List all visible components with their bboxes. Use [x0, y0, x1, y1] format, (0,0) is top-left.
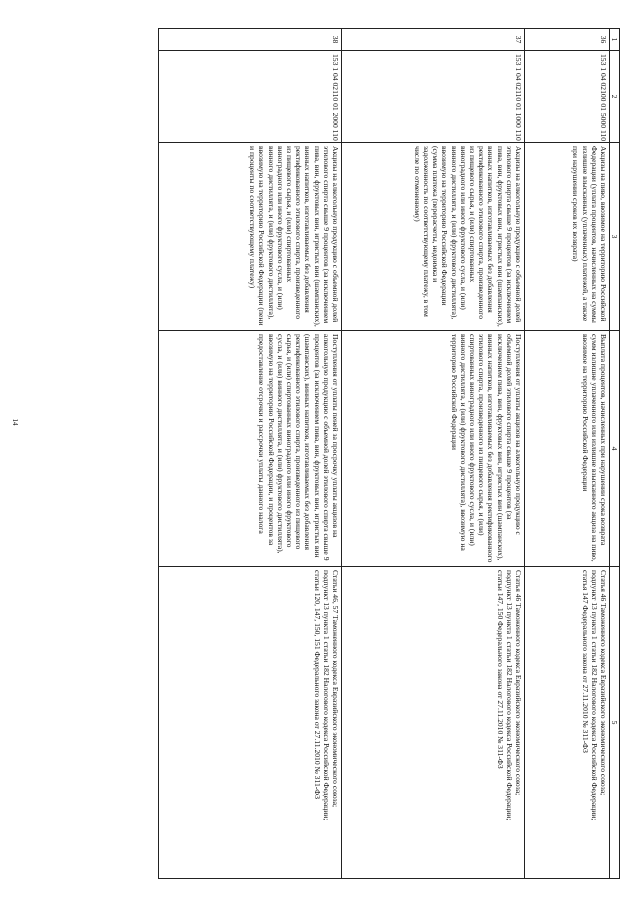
table-row: [342, 29, 525, 879]
operation-description: Выплата процентов, начисленных при нарушении срока возврата сумм излишне уплаченного или излишне взысканного акциза на пиво, ввозимое на территорию Российской Федерации: [525, 331, 610, 567]
legal-basis-line: подпункт 13 пункта 1 статьи 182 Налогового кодекса Российской Федерации;: [504, 570, 514, 821]
legal-basis-line: Статьи 46, 57 Таможенного кодекса Евразийского экономического союза;: [331, 570, 340, 808]
budget-code: 153 1 04 02110 01 1000 110: [342, 51, 525, 143]
operation-description: Поступления от уплаты акцизов на алкогольную продукцию с объемной долей этилового спирта свыше 9 процентов (за исключением пива, вин, фруктовых вин, игристых вин (шампанских), винных напитков, изготавливаемых без добавления ректификованного этилового спирта, произведенного из пищевого сырья, и (или) спиртованных виноградного или иного фруктового сусла, и (или) винного дистиллята, и (или) фруктового дистиллята), ввозимую на территорию Российской Федерации: [342, 331, 525, 567]
legal-basis: [525, 567, 610, 879]
header-row: [610, 29, 620, 879]
legal-basis-line: подпункт 13 пункта 1 статьи 182 Налогового кодекса Российской Федерации;: [589, 570, 599, 821]
table-row: [525, 29, 610, 879]
legal-basis-line: Статья 46 Таможенного кодекса Евразийского экономического союза;: [599, 570, 608, 796]
operation-description: Поступления от уплаты пеней за просрочку уплаты акцизов на алкогольную продукцию с объемной долей этилового спирта свыше 9 процентов (за исключением пива, вин, фруктовых вин, игристых вин (шампанских), винных напитков, изготавливаемых без добавления ректификованного этилового спирта, произведенного из пищевого сырья, и (или) спиртованных виноградного или иного фруктового сусла, и (или) винного дистиллята, и (или) фруктового дистиллята), ввозимую на территорию Российской Федерации, и процентов за предоставление отсрочки и рассрочки уплаты данного налога: [159, 331, 342, 567]
legal-basis-line: статьи 120, 147, 150, 151 Федерального закона от 27.11.2010 № 311-ФЗ: [312, 570, 322, 800]
rotated-table-sheet: [70, 28, 620, 878]
legal-basis: [159, 567, 342, 879]
legal-basis-line: статья 147 Федерального закона от 27.11.2010 № 311-ФЗ: [580, 570, 590, 753]
page-number: 14: [11, 418, 19, 426]
legal-basis: [342, 567, 525, 879]
revenue-name: Акцизы на пиво, ввозимое на территорию Российской Федерации (уплата процентов, начисленных на суммы излишне взысканных (уплаченных) платежей, а также при нарушении сроков их возврата): [525, 143, 610, 331]
legal-basis-line: подпункт 13 пункта 1 статьи 182 Налогового кодекса Российской Федерации;: [321, 570, 331, 821]
table-row: [159, 29, 342, 879]
header-col-3: 3: [610, 143, 620, 331]
budget-code: 153 1 04 02100 01 5000 110: [525, 51, 610, 143]
budget-code: 153 1 04 02110 01 2000 110: [159, 51, 342, 143]
row-number: 37: [342, 29, 525, 51]
revenue-name: Акцизы на алкогольную продукцию с объемной долей этилового спирта свыше 9 процентов (за исключением пива, вин, фруктовых вин, игристых вин (шампанских), винных напитков, изготавливаемых без добавления ректификованного этилового спирта, произведенного из пищевого сырья, и (или) спиртованных виноградного или иного фруктового сусла, и (или) винного дистиллята, и (или) фруктового дистиллята), ввозимую на территорию Российской Федерации (пени и проценты по соответствующему платежу): [159, 143, 342, 331]
header-col-1: 1: [610, 29, 620, 51]
row-number: 38: [159, 29, 342, 51]
revenue-name: Акцизы на алкогольную продукцию с объемной долей этилового спирта свыше 9 процентов (за исключением пива, вин, фруктовых вин, игристых вин (шампанских), винных напитков, изготавливаемых без добавления ректификованного этилового спирта, произведенного из пищевого сырья, и (или) спиртованных виноградного или иного фруктового сусла, и (или) винного дистиллята, и (или) фруктового дистиллята), ввозимую на территорию Российской Федерации (сумма платежа (перерасчеты, недоимка и задолженность по соответствующему платежу, в том числе по отмененному): [342, 143, 525, 331]
row-number: 36: [525, 29, 610, 51]
legal-basis-line: статьи 147, 150 Федерального закона от 27.11.2010 № 311-ФЗ: [495, 570, 505, 769]
header-col-4: 4: [610, 331, 620, 567]
header-col-2: 2: [610, 51, 620, 143]
header-col-5: 5: [610, 567, 620, 879]
budget-codes-table: [158, 28, 620, 879]
legal-basis-line: Статья 46 Таможенного кодекса Евразийского экономического союза;: [514, 570, 523, 796]
